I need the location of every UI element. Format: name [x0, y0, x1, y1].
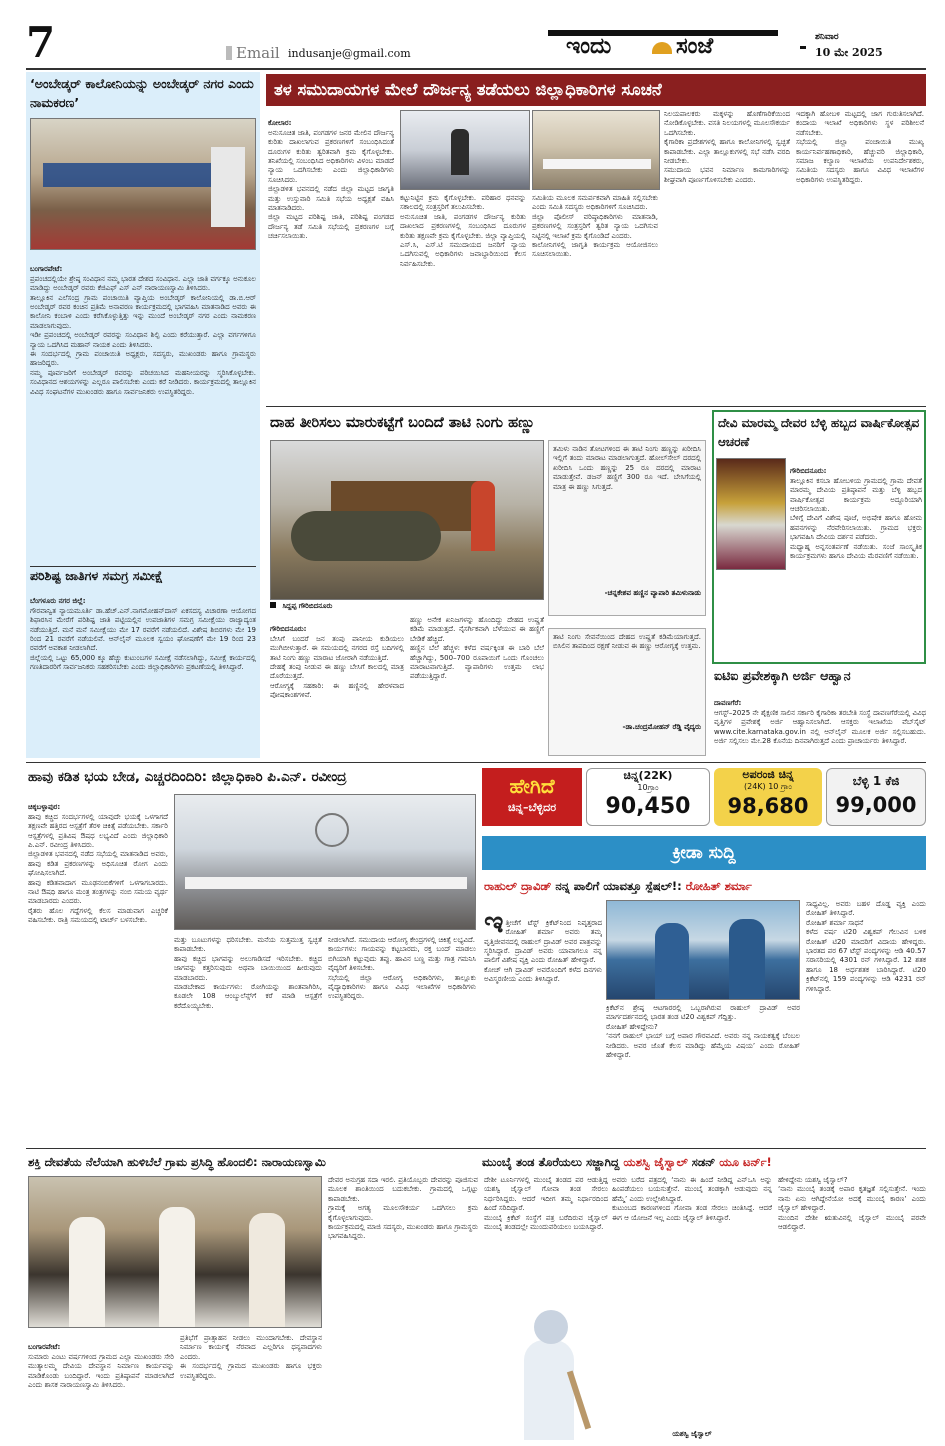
- gold-label-bottom: ಚಿನ್ನ–ಬೆಳ್ಳಿದರ: [507, 801, 557, 814]
- table-shape: [543, 159, 651, 169]
- snake-col1: [28, 794, 168, 1144]
- fruit-headline: ದಾಹ ತೀರಿಸಲು ಮಾರುಕಟ್ಟೆಗೆ ಬಂದಿದೆ ತಾಟಿ ನಿಂಗು ಹಣ್ಣು: [270, 415, 536, 431]
- shakti-col1-text: ಸುಮಾರು ಎಂಟು ವರ್ಷಗಳಿಂದ ಗ್ರಾಮದ ಎಲ್ಲಾ ಮುಖಂಡರು ಸೇರಿ ಮುತ್ಯಾಲಮ್ಮ ದೇವಿಯ ದೇವಸ್ಥಾನ ನಿರ್ಮಾಣ ಕಾರ್ಯವನ್ನು ಮಾಡಿಕೊಂಡು ಬಂದಿದ್ದಾರೆ. ಇಂದು ಪ್ರತಿಷ್ಠಾಪನೆ ಮಾಡಲಾಗಿದೆ ಎಂದು ಶಾಸಕ ನಾರಾಯಣಸ್ವಾಮಿ ತಿಳಿಸಿದರು.: [28, 1352, 174, 1390]
- masthead: [0, 0, 945, 68]
- lead-headline: ತಳ ಸಮುದಾಯಗಳ ಮೇಲೆ ದೌರ್ಜನ್ಯ ತಡೆಯಲು ಜಿಲ್ಲಾಧಿಕಾರಿಗಳ ಸೂಚನೆ: [266, 74, 926, 106]
- fruit-col1-text: ಬೇಸಿಗೆ ಬಂದರೆ ಜನ ತಂಪು ಪಾನೀಯ ಕುಡಿಯಲು ಮುಗಿಬೀಳುತ್ತಾರೆ. ಈ ಸಮಯದಲ್ಲಿ ನಗರದ ರಸ್ತೆ ಬದಿಗಳಲ್ಲಿ ತಾಟಿ ನಿಂಗು ಹಣ್ಣು ಮಾರಾಟ ಜೋರಾಗಿ ನಡೆಯುತ್ತಿದೆ. ದೇಹಕ್ಕೆ ತಂಪು ನೀಡುವ ಈ ಹಣ್ಣು ಬೇಸಿಗೆ ಕಾಲದಲ್ಲಿ ಮಾತ್ರ ದೊರೆಯುತ್ತದೆ. ಆರೋಗ್ಯಕ್ಕೆ ಸಹಕಾರಿ: ಈ ಹಣ್ಣಿನಲ್ಲಿ ಹೇರಳವಾದ ಪೋಷಕಾಂಶಗಳಿವೆ.: [270, 634, 404, 700]
- email-label: Email: [236, 44, 280, 62]
- gold-label-top: ಹೇಗಿದೆ: [509, 774, 555, 798]
- person-shape-3: [249, 1213, 285, 1327]
- fruit-photo-credit-text: ಸಿದ್ದಪ್ಪ ಗೌರಿಬಿದನೂರು: [282, 602, 333, 610]
- snake-photo: [174, 794, 476, 930]
- silver-label: ಬೆಳ್ಳಿ 1 ಕೆಜಿ: [852, 774, 900, 788]
- story1-dateline: ಬಂಗಾರಪೇಟೆ:: [30, 265, 63, 274]
- temple-headline: ದೇವಿ ಮಾರಮ್ಮ ದೇವರ ಬೆಳ್ಳಿ ಹಬ್ಬದ ವಾರ್ಷಿಕೋತ್ಸವ ಆಚರಣೆ: [718, 416, 920, 449]
- person-shape: [451, 129, 469, 175]
- sports-section-bar: ಕ್ರೀಡಾ ಸುದ್ದಿ: [482, 836, 926, 870]
- person-shape-2: [159, 1207, 195, 1327]
- person-shape: [69, 1217, 105, 1327]
- iti-body: [714, 690, 926, 758]
- gold22-label: ಚಿನ್ನ(22K): [623, 769, 673, 782]
- masthead-day: ಶನಿವಾರ: [815, 32, 839, 42]
- fruit-col2: ಹಣ್ಣು ಅನೇಕ ಖನಿಜಗಳನ್ನು ಹೊಂದಿದ್ದು ದೇಹದ ಉಷ್ಣತೆ ಕಡಿಮೆ ಮಾಡುತ್ತದೆ. ನೈಸರ್ಗಿಕವಾಗಿ ಬೆಳೆಯುವ ಈ ಹಣ್ಣಿಗೆ ಬೇಡಿಕೆ ಹೆಚ್ಚಿದೆ. ಹಣ್ಣಿನ ಬೆಲೆ ಹೆಚ್ಚಳ: ಕಳೆದ ವರ್ಷಕ್ಕಿಂತ ಈ ಬಾರಿ ಬೆಲೆ ಹೆಚ್ಚಾಗಿದ್ದು, 500–700 ರೂಪಾಯಿಗೆ ಒಂದು ಗೊಂಚಲು ಮಾರಾಟವಾಗುತ್ತಿದೆ. ವ್ಯಾಪಾರಿಗಳು ಉತ್ತಮ ಲಾಭ ಪಡೆಯುತ್ತಿದ್ದಾರೆ.: [410, 616, 544, 681]
- gold24-box: [714, 768, 822, 826]
- lower-rule: [26, 1148, 926, 1149]
- lead-col1b: [268, 306, 394, 404]
- fruit-box-sign: -ಚನ್ನಕೇಶವ ಹಣ್ಣಿನ ವ್ಯಾಪಾರಿ ತಮಿಳುನಾಡು: [604, 589, 701, 597]
- shakti-dateline: ಬಂಗಾರಪೇಟೆ:: [28, 1343, 61, 1352]
- masthead-rule-right: [800, 46, 806, 49]
- iti-text: ಆಗಸ್ಟ್–2025 ನೇ ಶೈಕ್ಷಣಿಕ ಸಾಲಿನ ಸರ್ಕಾರಿ ಕೈಗಾರಿಕಾ ತರಬೇತಿ ಸಂಸ್ಥೆ ದಾವಣಗೆರೆಯಲ್ಲಿ ವಿವಿಧ ವೃತ್ತಿಗಳ ಪ್ರವೇಶಕ್ಕೆ ಅರ್ಜಿ ಆಹ್ವಾನಿಸಲಾಗಿದೆ. ಆಸಕ್ತರು ಇಲಾಖೆಯ ವೆಬ್‌ಸೈಟ್ www.cite.karnataka.gov.in ನಲ್ಲಿ ಆನ್‌ಲೈನ್ ಮೂಲಕ ಅರ್ಜಿ ಸಲ್ಲಿಸಬಹುದು. ಅರ್ಜಿ ಸಲ್ಲಿಸಲು ಮೇ.28 ಕೊನೆಯ ದಿನವಾಗಿರುತ್ತದೆ ಎಂದು ಪ್ರಾಚಾರ್ಯರು ತಿಳಿಸಿದ್ದಾರೆ.: [714, 708, 926, 746]
- fruit-photo-credit: [270, 602, 544, 614]
- sports-col1-text: ತ್ತೀಚೆಗೆ ಟೆಸ್ಟ್ ಕ್ರಿಕೆಟ್‌ನಿಂದ ನಿವೃತ್ತರಾದ ರೋಹಿತ್ ಶರ್ಮಾ ಅವರು ತಮ್ಮ ವೃತ್ತಿಜೀವನದಲ್ಲಿ ರಾಹುಲ್ ದ್ರಾವಿಡ್ ಅವರ ಪಾತ್ರವನ್ನು ಸ್ಮರಿಸಿದ್ದಾರೆ. ದ್ರಾವಿಡ್ ಅವರು ಯಾವಾಗಲೂ ನನ್ನ ಪಾಲಿಗೆ ವಿಶೇಷ ವ್ಯಕ್ತಿ ಎಂದು ರೋಹಿತ್ ಹೇಳಿದ್ದಾರೆ. ಕೋಚ್ ಆಗಿ ದ್ರಾವಿಡ್ ಅವರೊಂದಿಗೆ ಕಳೆದ ದಿನಗಳು ಅವಿಸ್ಮರಣೀಯ ಎಂದು ತಿಳಿಸಿದ್ದಾರೆ.: [484, 918, 602, 984]
- jaiswal-headline-b: ಯಶಸ್ವಿ ಜೈಸ್ವಾಲ್: [623, 1155, 688, 1169]
- email-value: indusanje@gmail.com: [288, 47, 411, 60]
- vendor-shape: [471, 481, 495, 551]
- story1-photo: [30, 118, 256, 250]
- snake-headline: ಹಾವು ಕಡಿತ ಭಯ ಬೇಡ, ಎಚ್ಚರದಿಂದಿರಿ: ಜಿಲ್ಲಾಧಿಕಾರಿ ಪಿ.ಎನ್. ರವೀಂದ್ರ: [28, 769, 347, 785]
- silver-price: 99,000: [835, 793, 917, 817]
- story1-headline: ‘ಅಂಬೇಡ್ಕರ್ ಕಾಲೋನಿಯನ್ನು ಅಂಬೇಡ್ಕರ್ ನಗರ ಎಂದು ನಾಮಕರಣ’: [30, 76, 254, 110]
- page-number: 7: [26, 20, 56, 67]
- gold22-unit: 10ಗ್ರಾಂ: [637, 783, 659, 792]
- cooler-shape: [211, 147, 245, 227]
- square-icon: [270, 602, 276, 608]
- gold24-unit: (24K) 10 ಗ್ರಾಂ: [744, 782, 792, 791]
- story2-headline: ಪರಿಶಿಷ್ಟ ಜಾತಿಗಳ ಸಮಗ್ರ ಸಮೀಕ್ಷೆ: [30, 568, 163, 583]
- sports-headline-a: ರಾಹುಲ್ ದ್ರಾವಿಡ್: [484, 879, 552, 893]
- story2-dateline: ಬೆಂಗಳೂರು ನಗರ ಜಿಲ್ಲೆ:: [30, 597, 86, 606]
- sports-col1: [484, 900, 602, 1144]
- sports-col3: ಸಾಧ್ಯವಿಲ್ಲ. ಅವರು ಬಹಳ ದೊಡ್ಡ ವ್ಯಕ್ತಿ ಎಂದು ರೋಹಿತ್ ತಿಳಿಸಿದ್ದಾರೆ. ರೋಹಿತ್ ಶರ್ಮಾ ಸಾಧನೆ ಕಳೆದ ವರ್ಷ ಟಿ20 ವಿಶ್ವಕಪ್ ಗೆಲುವಿನ ಬಳಿಕ ರೋಹಿತ್ ಟಿ20 ಮಾದರಿಗೆ ವಿದಾಯ ಹೇಳಿದ್ದರು. ಭಾರತದ ಪರ 67 ಟೆಸ್ಟ್ ಪಂದ್ಯಗಳನ್ನು ಆಡಿ 40.57 ಸರಾಸರಿಯಲ್ಲಿ 4301 ರನ್ ಗಳಿಸಿದ್ದಾರೆ. 12 ಶತಕ ಹಾಗೂ 18 ಅರ್ಧಶತಕ ಬಾರಿಸಿದ್ದಾರೆ. ಟಿ20 ಕ್ರಿಕೆಟ್‌ನಲ್ಲಿ 159 ಪಂದ್ಯಗಳನ್ನು ಆಡಿ 4231 ರನ್ ಗಳಿಸಿದ್ದಾರೆ.: [806, 900, 926, 993]
- sports-headline-c: ರೋಹಿತ್ ಶರ್ಮಾ: [685, 879, 752, 893]
- snake-col1-text: ಹಾವು ಕಚ್ಚಿದ ಸಂದರ್ಭಗಳಲ್ಲಿ ಯಾವುದೇ ಭಯಕ್ಕೆ ಒಳಗಾಗದೆ ತಕ್ಷಣವೇ ಹತ್ತಿರದ ಆಸ್ಪತ್ರೆಗೆ ತೆರಳಿ ಚಿಕಿತ್ಸೆ ಪಡೆಯಬೇಕು. ಸರ್ಕಾರಿ ಆಸ್ಪತ್ರೆಗಳಲ್ಲಿ ಪ್ರತಿವಿಷ ಔಷಧ ಲಭ್ಯವಿದೆ ಎಂದು ಜಿಲ್ಲಾಧಿಕಾರಿ ಪಿ.ಎನ್. ರವೀಂದ್ರ ತಿಳಿಸಿದರು. ಜಿಲ್ಲಾಡಳಿತ ಭವನದಲ್ಲಿ ನಡೆದ ಸಭೆಯಲ್ಲಿ ಮಾತನಾಡಿದ ಅವರು, ಹಾವು ಕಡಿತ ಪ್ರಕರಣಗಳನ್ನು ಅಧಿಸೂಚಿತ ರೋಗ ಎಂದು ಘೋಷಿಸಲಾಗಿದೆ. ಹಾವು ಕಡಿತವಾದಾಗ ಮೂಢನಂಬಿಕೆಗಳಿಗೆ ಒಳಗಾಗಬಾರದು. ನಾಟಿ ಔಷಧಿ ಹಾಗೂ ಮಂತ್ರ ತಂತ್ರಗಳನ್ನು ನಂಬಿ ಸಮಯ ವ್ಯರ್ಥ ಮಾಡಬಾರದು ಎಂದರು. ರೈತರು ಹೊಲ ಗದ್ದೆಗಳಲ್ಲಿ ಕೆಲಸ ಮಾಡುವಾಗ ಎಚ್ಚರಿಕೆ ವಹಿಸಬೇಕು. ರಾತ್ರಿ ಸಮಯದಲ್ಲಿ ಟಾರ್ಚ್ ಬಳಸಬೇಕು.: [28, 812, 168, 925]
- helmet-shape: [534, 1310, 568, 1344]
- lead-col2: ಕಟ್ಟುನಿಟ್ಟಿನ ಕ್ರಮ ಕೈಗೊಳ್ಳಬೇಕು. ಪರಿಹಾರ ಧನವನ್ನು ಸಕಾಲದಲ್ಲಿ ಸಂತ್ರಸ್ತರಿಗೆ ತಲುಪಿಸಬೇಕು. ಅನುಸೂಚಿತ ಜಾತಿ, ಪಂಗಡಗಳ ದೌರ್ಜನ್ಯ ಕುರಿತು ದಾಖಲಾದ ಪ್ರಕರಣಗಳಲ್ಲಿ ಸಂಬಂಧಿಸಿದ ದೂರುಗಳ ಕುರಿತು ತಕ್ಷಣವೇ ಕ್ರಮ ಕೈಗೊಳ್ಳಬೇಕು. ಜಿಲ್ಲಾ ವ್ಯಾಪ್ತಿಯಲ್ಲಿ ಎಸ್.ಸಿ, ಎಸ್.ಟಿ ಸಮುದಾಯದ ಜನರಿಗೆ ನ್ಯಾಯ ಒದಗಿಸುವಲ್ಲಿ ಅಧಿಕಾರಿಗಳು ಜವಾಬ್ದಾರಿಯಿಂದ ಕೆಲಸ ನಿರ್ವಹಿಸಬೇಕು.: [400, 194, 526, 268]
- shakti-headline: ಶಕ್ತಿ ದೇವತೆಯ ನೆಲೆಯಾಗಿ ಹುಳಿಬೆಲೆ ಗ್ರಾಮ ಪ್ರಸಿದ್ಧಿ ಹೊಂದಲಿ: ನಾರಾಯಣಸ್ವಾಮಿ: [28, 1155, 326, 1169]
- fruit-pile-shape: [291, 511, 441, 561]
- left-divider: [30, 566, 256, 567]
- shakti-col1: [28, 1334, 174, 1442]
- lead-photo-1: [400, 110, 530, 190]
- jaiswal-photo-credit: ಯಶಸ್ವಿ ಜೈಸ್ವಾಲ್: [672, 1430, 712, 1438]
- lead-bottom-rule: [266, 406, 926, 407]
- logo-text-left: ಇಂದು: [566, 34, 612, 59]
- sports-dropcap: ಇ: [484, 905, 504, 941]
- story2-text: ಗೌರವಾನ್ವಿತ ನ್ಯಾಯಮೂರ್ತಿ ಡಾ.ಹೆಚ್.ಎನ್.ನಾಗಮೋಹನ್‌ದಾಸ್ ಏಕಸದಸ್ಯ ವಿಚಾರಣಾ ಆಯೋಗದ ಶಿಫಾರಸಿನ ಮೇರೆಗೆ ಪರಿಶಿಷ್ಟ ಜಾತಿ ಪಟ್ಟಿಯಲ್ಲಿನ ಉಪಜಾತಿಗಳ ಸಮಗ್ರ ಸಮೀಕ್ಷೆಯು ರಾಜ್ಯಾದ್ಯಂತ ನಡೆಯುತ್ತಿದೆ. ಮನೆ ಮನೆ ಸಮೀಕ್ಷೆಯು ಮೇ 17 ರವರೆಗೆ ನಡೆಯಲಿದೆ. ವಿಶೇಷ ಶಿಬಿರಗಳು ಮೇ 19 ರಿಂದ 21 ರವರೆಗೆ ನಡೆಯಲಿವೆ. ಆನ್‌ಲೈನ್ ಮೂಲಕ ಸ್ವಯಂ ಘೋಷಣೆಗೆ ಮೇ 19 ರಿಂದ 23 ರವರೆಗೆ ಅವಕಾಶ ನೀಡಲಾಗಿದೆ. ಜಿಲ್ಲೆಯಲ್ಲಿ ಒಟ್ಟು 65,000 ಕ್ಕೂ ಹೆಚ್ಚು ಕುಟುಂಬಗಳ ಸಮೀಕ್ಷೆ ನಡೆಸಲಾಗಿದ್ದು, ಸಮೀಕ್ಷೆ ಕಾರ್ಯದಲ್ಲಿ ಗಣತಿದಾರರಿಗೆ ಸಾರ್ವಜನಿಕರು ಸಹಕರಿಸಬೇಕು ಎಂದು ಜಿಲ್ಲಾಧಿಕಾರಿಗಳು ಪ್ರಕಟಣೆಯಲ್ಲಿ ತಿಳಿಸಿದ್ದಾರೆ.: [30, 606, 256, 672]
- jaiswal-headline-c: ಸಡನ್: [687, 1155, 720, 1169]
- silver-box: [826, 768, 926, 826]
- shakti-col3: ದೇವರ ಅನುಗ್ರಹ ಸದಾ ಇರಲಿ. ಪ್ರತಿಯೊಬ್ಬರು ದೇವರನ್ನು ಪೂಜಿಸುವ ಮೂಲಕ ಶಾಂತಿಯಿಂದ ಬದುಕಬೇಕು. ಗ್ರಾಮದಲ್ಲಿ ಒಗ್ಗಟ್ಟು ಕಾಪಾಡಬೇಕು. ಗ್ರಾಮಕ್ಕೆ ಅಗತ್ಯ ಮೂಲಸೌಕರ್ಯ ಒದಗಿಸಲು ಕ್ರಮ ಕೈಗೊಳ್ಳಲಾಗುವುದು. ಕಾರ್ಯಕ್ರಮದಲ್ಲಿ ಮಾಜಿ ಸದಸ್ಯರು, ಮುಖಂಡರು ಹಾಗೂ ಗ್ರಾಮಸ್ಥರು ಭಾಗವಹಿಸಿದ್ದರು.: [328, 1176, 478, 1241]
- temple-body: [790, 458, 922, 660]
- lead-col3: ಸಮಿತಿಯ ಮೂಲಕ ಸಮರ್ಪಕವಾಗಿ ಮಾಹಿತಿ ಸಲ್ಲಿಸಬೇಕು ಎಂದು ಸಮಿತಿ ಸದಸ್ಯರು ಅಧಿಕಾರಿಗಳಿಗೆ ಸೂಚಿಸಿದರು. ಜಿಲ್ಲಾ ಪೊಲೀಸ್ ವರಿಷ್ಠಾಧಿಕಾರಿಗಳು ಮಾತನಾಡಿ, ಪ್ರಕರಣಗಳಲ್ಲಿ ಸಂತ್ರಸ್ತರಿಗೆ ತ್ವರಿತ ನ್ಯಾಯ ಒದಗಿಸುವ ನಿಟ್ಟಿನಲ್ಲಿ ಇಲಾಖೆ ಕ್ರಮ ಕೈಗೊಂಡಿದೆ ಎಂದರು. ಕಾಲೋನಿಗಳಲ್ಲಿ ಜಾಗೃತಿ ಕಾರ್ಯಕ್ರಮ ಆಯೋಜಿಸಲು ಸೂಚಿಸಲಾಯಿತು.: [532, 194, 658, 259]
- story1-body: [30, 256, 256, 572]
- fruit-col1: [270, 616, 404, 758]
- lead-col1: [268, 110, 394, 306]
- fruit-box-text: ತಮಿಳು ನಾಡಿನ ತೋಟಗಳಿಂದ ಈ ತಾಟಿ ನಿಂಗು ಹಣ್ಣನ್ನು ಖರೀದಿಸಿ ಇಲ್ಲಿಗೆ ತಂದು ಮಾರಾಟ ಮಾಡಲಾಗುತ್ತದೆ. ಹೋಲ್‌ಸೇಲ್ ದರದಲ್ಲಿ ಖರೀದಿಸಿ ಒಂದು ಹಣ್ಣನ್ನು 25 ರೂ ದರದಲ್ಲಿ ಮಾರಾಟ ಮಾಡುತ್ತೇವೆ. ಡಜನ್ ಹಣ್ಣಿಗೆ 300 ರೂ ಇದೆ. ಬೇಸಿಗೆಯಲ್ಲಿ ಮಾತ್ರ ಈ ಹಣ್ಣು ಸಿಗುತ್ತದೆ.: [553, 445, 701, 491]
- player-shape: [524, 1340, 574, 1440]
- coach-shape: [729, 919, 765, 1000]
- lead-col1-text: ಅನುಸೂಚಿತ ಜಾತಿ, ಪಂಗಡಗಳ ಜನರ ಮೇಲಿನ ದೌರ್ಜನ್ಯ ಕುರಿತು ದಾಖಲಾಗುವ ಪ್ರಕರಣಗಳಿಗೆ ಸಂಬಂಧಿಸಿದಂತೆ ದೂರುಗಳ ಕುರಿತು ತ್ವರಿತವಾಗಿ ಕ್ರಮ ಕೈಗೊಳ್ಳಬೇಕು. ತನಿಖೆಯಲ್ಲಿ ಸಂಬಂಧಿಸಿದ ಅಧಿಕಾರಿಗಳು ವಿಳಂಬ ಮಾಡದೆ ನ್ಯಾಯ ಒದಗಿಸಬೇಕು ಎಂದು ಜಿಲ್ಲಾಧಿಕಾರಿಗಳು ಸೂಚಿಸಿದರು. ಜಿಲ್ಲಾಡಳಿತ ಭವನದಲ್ಲಿ ನಡೆದ ಜಿಲ್ಲಾ ಮಟ್ಟದ ಜಾಗೃತಿ ಮತ್ತು ಉಸ್ತುವಾರಿ ಸಮಿತಿ ಸಭೆಯ ಅಧ್ಯಕ್ಷತೆ ವಹಿಸಿ ಮಾತನಾಡಿದರು. ಜಿಲ್ಲಾ ಮಟ್ಟದ ಪರಿಶಿಷ್ಟ ಜಾತಿ, ಪರಿಶಿಷ್ಟ ಪಂಗಡದ ದೌರ್ಜನ್ಯ ತಡೆ ಸಮಿತಿ ಸಭೆಯಲ್ಲಿ ಪ್ರಕರಣಗಳ ಬಗ್ಗೆ ಚರ್ಚಿಸಲಾಯಿತು.: [268, 128, 394, 241]
- lead-col5: ಇದಕ್ಕಾಗಿ ಹೋಬಳಿ ಮಟ್ಟದಲ್ಲಿ ಜಾಗ ಗುರುತಿಸಲಾಗಿದೆ. ಕಂದಾಯ ಇಲಾಖೆ ಅಧಿಕಾರಿಗಳು ಸ್ಥಳ ಪರಿಶೀಲನೆ ನಡೆಸಬೇಕು. ಸಭೆಯಲ್ಲಿ ಜಿಲ್ಲಾ ಪಂಚಾಯಿತಿ ಮುಖ್ಯ ಕಾರ್ಯನಿರ್ವಹಣಾಧಿಕಾರಿ, ಹೆಚ್ಚುವರಿ ಜಿಲ್ಲಾಧಿಕಾರಿ, ಸಮಾಜ ಕಲ್ಯಾಣ ಇಲಾಖೆಯ ಉಪನಿರ್ದೇಶಕರು, ಸಮಿತಿಯ ಸದಸ್ಯರು ಹಾಗೂ ವಿವಿಧ ಇಲಾಖೆಗಳ ಅಧಿಕಾರಿಗಳು ಉಪಸ್ಥಿತರಿದ್ದರು.: [796, 110, 924, 184]
- gold24-price: 98,680: [727, 794, 809, 818]
- fruit-box2-text: ತಾಟಿ ನಿಂಗು ಸೇವನೆಯಿಂದ ದೇಹದ ಉಷ್ಣತೆ ಕಡಿಮೆಯಾಗುತ್ತದೆ. ಬಿಸಿಲಿನ ತಾಪದಿಂದ ರಕ್ಷಣೆ ನೀಡುವ ಈ ಹಣ್ಣು ಆರೋಗ್ಯಕ್ಕೆ ಉತ್ತಮ.: [553, 633, 701, 651]
- jaiswal-headline-a: ಮುಂಬೈ ತಂಡ ತೊರೆಯಲು ಸಜ್ಜಾಗಿದ್ದ: [482, 1155, 624, 1169]
- jaiswal-headline: [482, 1152, 926, 1172]
- fruit-dateline: ಗೌರಿಬಿದನೂರು:: [270, 625, 307, 634]
- temple-photo: [716, 458, 786, 570]
- snake-col3: ನೀಡಲಾಗಿದೆ. ಸಮುದಾಯ ಆರೋಗ್ಯ ಕೇಂದ್ರಗಳಲ್ಲಿ ಚಿಕಿತ್ಸೆ ಲಭ್ಯವಿದೆ. ಕಾರ್ಯಗಳು: ಗಾಯವನ್ನು ಕಟ್ಟಬಾರದು, ರಕ್ತ ಬಂದ್ ಮಾಡಲು ಬಿಗಿಯಾಗಿ ಕಟ್ಟುವುದು ತಪ್ಪು. ಹಾವಿನ ಬಣ್ಣ ಮತ್ತು ಗಾತ್ರ ಗಮನಿಸಿ ವೈದ್ಯರಿಗೆ ತಿಳಿಸಬೇಕು. ಸಭೆಯಲ್ಲಿ ಜಿಲ್ಲಾ ಆರೋಗ್ಯ ಅಧಿಕಾರಿಗಳು, ತಾಲ್ಲೂಕು ವೈದ್ಯಾಧಿಕಾರಿಗಳು ಹಾಗೂ ವಿವಿಧ ಇಲಾಖೆಗಳ ಅಧಿಕಾರಿಗಳು ಉಪಸ್ಥಿತರಿದ್ದರು.: [328, 936, 476, 1001]
- fruit-box2-sign: -ಡಾ.ಚಂದ್ರಮೋಹನ್ ರೆಡ್ಡಿ ವೈದ್ಯರು: [622, 723, 701, 731]
- lead-photo-2: [532, 110, 660, 190]
- logo: [548, 30, 778, 64]
- email-icon: [226, 46, 232, 60]
- masthead-underline: [26, 68, 926, 70]
- jaiswal-col1: ದೇಶೀ ಟೂರ್ನಿಗಳಲ್ಲಿ ಮುಂಬೈ ತಂಡದ ಪರ ಆಡುತ್ತಿದ್ದ ಯಶಸ್ವಿ ಜೈಸ್ವಾಲ್ ಗೋವಾ ತಂಡ ಸೇರಲು ನಿರ್ಧರಿಸಿದ್ದರು. ಆದರೆ ಇದೀಗ ತಮ್ಮ ನಿರ್ಧಾರದಿಂದ ಹಿಂದೆ ಸರಿದಿದ್ದಾರೆ. ಮುಂಬೈ ಕ್ರಿಕೆಟ್ ಸಂಸ್ಥೆಗೆ ಪತ್ರ ಬರೆದಿರುವ ಜೈಸ್ವಾಲ್ ಮುಂಬೈ ತಂಡದಲ್ಲೇ ಮುಂದುವರಿಯಲು ಬಯಸಿದ್ದಾರೆ.: [484, 1176, 608, 1232]
- gold-label-box: [482, 768, 582, 826]
- logo-text-right: ಸಂಜೆ: [676, 34, 714, 59]
- lead-col4: ನಿಲಯಪಾಲಕರು ಮಕ್ಕಳನ್ನು ಹೊಣೆಗಾರಿಕೆಯಿಂದ ನೋಡಿಕೊಳ್ಳಬೇಕು. ವಸತಿ ನಿಲಯಗಳಲ್ಲಿ ಮೂಲಸೌಕರ್ಯ ಒದಗಿಸಬೇಕು. ಕೈಗಾರಿಕಾ ಪ್ರದೇಶಗಳಲ್ಲಿ ಹಾಗೂ ಕಾಲೋನಿಗಳಲ್ಲಿ ಸ್ವಚ್ಛತೆ ಕಾಪಾಡಬೇಕು. ಎಲ್ಲಾ ತಾಲ್ಲೂಕುಗಳಲ್ಲಿ ಸಭೆ ನಡೆಸಿ ವರದಿ ನೀಡಬೇಕು. ಸಮುದಾಯ ಭವನ ನಿರ್ಮಾಣ ಕಾಮಗಾರಿಗಳನ್ನು ಶೀಘ್ರವಾಗಿ ಪೂರ್ಣಗೊಳಿಸಬೇಕು ಎಂದರು.: [664, 110, 790, 184]
- sun-icon: [652, 42, 672, 54]
- fruit-photo: [270, 440, 544, 600]
- gold22-box: [586, 768, 710, 826]
- mid-rule: [26, 762, 926, 763]
- jaiswal-col3: ಹೇಳಿದ್ದೇನು ಯಶಸ್ವಿ ಜೈಸ್ವಾಲ್? ‘ನಾನು ಮುಂಬೈ ತಂಡಕ್ಕೆ ಅಪಾರ ಕೃತಜ್ಞತೆ ಸಲ್ಲಿಸುತ್ತೇನೆ. ಇಂದು ನಾನು ಏನು ಆಗಿದ್ದೇನೆಯೋ ಅದಕ್ಕೆ ಮುಂಬೈ ಕಾರಣ’ ಎಂದು ಜೈಸ್ವಾಲ್ ಹೇಳಿದ್ದಾರೆ. ಮುಂದಿನ ದೇಶೀ ಋತುವಿನಲ್ಲಿ ಜೈಸ್ವಾಲ್ ಮುಂಬೈ ಪರವೇ ಆಡಲಿದ್ದಾರೆ.: [778, 1176, 926, 1232]
- sports-photo: [606, 900, 800, 1000]
- player-shape: [655, 923, 689, 1000]
- temple-text: ತಾಲ್ಲೂಕಿನ ಕಸಬಾ ಹೋಬಳಿಯ ಗ್ರಾಮದಲ್ಲಿ ಗ್ರಾಮ ದೇವತೆ ಮಾರಮ್ಮ ದೇವಿಯ ಪ್ರತಿಷ್ಠಾಪನೆ ಮತ್ತು ಬೆಳ್ಳಿ ಹಬ್ಬದ ವಾರ್ಷಿಕೋತ್ಸವ ಕಾರ್ಯಕ್ರಮ ಅದ್ದೂರಿಯಾಗಿ ಆಚರಿಸಲಾಯಿತು. ಬೆಳಿಗ್ಗೆ ದೇವಿಗೆ ವಿಶೇಷ ಪೂಜೆ, ಅಭಿಷೇಕ ಹಾಗೂ ಹೋಮ ಹವನಗಳನ್ನು ನೆರವೇರಿಸಲಾಯಿತು. ಗ್ರಾಮದ ಭಕ್ತರು ಭಾಗವಹಿಸಿ ದೇವಿಯ ದರ್ಶನ ಪಡೆದರು. ಮಧ್ಯಾಹ್ನ ಅನ್ನಸಂತರ್ಪಣೆ ನಡೆಯಿತು. ಸಂಜೆ ಸಾಂಸ್ಕೃತಿಕ ಕಾರ್ಯಕ್ರಮಗಳು ಹಾಗೂ ದೇವಿಯ ಮೆರವಣಿಗೆ ನಡೆಯಿತು.: [790, 476, 922, 561]
- jaiswal-col2: ಅವರು ಬರೆದ ಪತ್ರದಲ್ಲಿ ‘ನಾನು ಈ ಹಿಂದೆ ನೀಡಿದ್ದ ಎನ್‌ಒಸಿ ಅನ್ನು ಹಿಂಪಡೆಯಲು ಬಯಸುತ್ತೇನೆ. ಮುಂಬೈ ತಂಡಕ್ಕಾಗಿ ಆಡುವುದು ನನ್ನ ಹೆಮ್ಮೆ’ ಎಂದು ಉಲ್ಲೇಖಿಸಿದ್ದಾರೆ. ಕುಟುಂಬದ ಕಾರಣಗಳಿಂದ ಗೋವಾ ತಂಡ ಸೇರಲು ಚಿಂತಿಸಿದ್ದೆ. ಆದರೆ ಈಗ ಆ ಯೋಜನೆ ಇಲ್ಲ ಎಂದು ಜೈಸ್ವಾಲ್ ತಿಳಿಸಿದ್ದಾರೆ.: [612, 1176, 772, 1222]
- lead-dateline: ಕೋಲಾರ:: [268, 119, 292, 128]
- temple-dateline: ಗೌರಿಬಿದನೂರು:: [790, 467, 827, 476]
- masthead-date: 10 ಮೇ 2025: [815, 46, 883, 59]
- story1-text: ಪ್ರಪಂಚದಲ್ಲಿಯೇ ಶ್ರೇಷ್ಠ ಸಂವಿಧಾನ ನಮ್ಮ ಭಾರತ ದೇಶದ ಸಂವಿಧಾನ. ಎಲ್ಲಾ ಜಾತಿ ವರ್ಗಕ್ಕೂ ಅನುಕೂಲ ಮಾಡಿದ್ದು ಅಂಬೇಡ್ಕರ್ ರವರು ಕೆಜಿಎಫ್ ಎಸ್ ಎನ್ ನಾರಾಯಣಸ್ವಾಮಿ ತಿಳಿಸಿದರು. ತಾಲ್ಲೂಕಿನ ಎಲೆಸಂದ್ರ ಗ್ರಾಮ ಪಂಚಾಯಿತಿ ವ್ಯಾಪ್ತಿಯ ಅಂಬೇಡ್ಕರ್ ಕಾಲೋನಿಯಲ್ಲಿ ಡಾ.ಬಿ.ಆರ್ ಅಂಬೇಡ್ಕರ್ ರವರ ಕಂಚಿನ ಪ್ರತಿಮೆ ಅನಾವರಣ ಕಾರ್ಯಕ್ರಮದಲ್ಲಿ ಭಾಗವಹಿಸಿ ಮಾತನಾಡಿದ ಅವರು ಈ ಕಾಲೋನಿ ಕಂಬಾಳಿ ಎಂದು ಕರೆಸಿಕೊಳ್ಳುತ್ತಿತ್ತು ಇನ್ನು ಮುಂದೆ ಅಂಬೇಡ್ಕರ್ ನಗರ ಎಂದು ನಾಮಕರಣ ಮಾಡಲಾಗುವುದು. ಇಡೀ ಪ್ರಪಂಚದಲ್ಲಿ ಅಂಬೇಡ್ಕರ್ ರವರನ್ನು ಸಂವಿಧಾನ ಶಿಲ್ಪಿ ಎಂದು ಕರೆಯುತ್ತಾರೆ. ಎಲ್ಲಾ ವರ್ಗಗಳಿಗೂ ನ್ಯಾಯ ಒದಗಿಸಿದ ಮಹಾನ್ ನಾಯಕ ಎಂದು ತಿಳಿಸಿದರು. ಈ ಸಂದರ್ಭದಲ್ಲಿ ಗ್ರಾಮ ಪಂಚಾಯಿತಿ ಅಧ್ಯಕ್ಷರು, ಸದಸ್ಯರು, ಮುಖಂಡರು ಹಾಗೂ ಗ್ರಾಮಸ್ಥರು ಹಾಜರಿದ್ದರು. ನಮ್ಮ ಪೂರ್ವಜರಿಗೆ ಅಂಬೇಡ್ಕರ್ ರವರನ್ನು ಪರಿಚಯಿಸಿದ ಮಹನೀಯರನ್ನು ಸ್ಮರಿಸಿಕೊಳ್ಳಬೇಕು. ಸಂವಿಧಾನದ ಆಶಯಗಳನ್ನು ಎಲ್ಲರೂ ಪಾಲಿಸಬೇಕು ಎಂದು ಕರೆ ನೀಡಿದರು. ಕಾರ್ಯಕ್ರಮದಲ್ಲಿ ತಾಲ್ಲೂಕಿನ ವಿವಿಧ ಸಂಘಟನೆಗಳ ಮುಖಂಡರು ಹಾಗೂ ಸಾರ್ವಜನಿಕರು ಉಪಸ್ಥಿತರಿದ್ದರು.: [30, 274, 256, 396]
- snake-dateline: ಚಿಕ್ಕಬಳ್ಳಾಪುರ:: [28, 803, 61, 812]
- sports-headline: [484, 876, 926, 896]
- gold24-label: ಅಪರಂಜಿ ಚಿನ್ನ: [742, 768, 794, 781]
- jaiswal-headline-d: ಯೂ ಟರ್ನ್!: [719, 1155, 772, 1169]
- emblem-shape: [315, 813, 349, 847]
- iti-dateline: ದಾವಣಗೆರೆ:: [714, 699, 742, 708]
- story2-body: [30, 588, 256, 754]
- sports-headline-b: ನನ್ನ ಪಾಲಿಗೆ ಯಾವತ್ತೂ ಸ್ಪೆಷಲ್!:: [551, 879, 686, 893]
- sports-col2: ಕ್ರಿಕೆಟ್‌ನ ಶ್ರೇಷ್ಠ ಆಟಗಾರರಲ್ಲಿ ಒಬ್ಬರಾಗಿರುವ ರಾಹುಲ್ ದ್ರಾವಿಡ್ ಅವರ ಮಾರ್ಗದರ್ಶನದಲ್ಲಿ ಭಾರತ ತಂಡ ಟಿ20 ವಿಶ್ವಕಪ್ ಗೆದ್ದಿತ್ತು. ರೋಹಿತ್ ಹೇಳಿದ್ದೇನು? ‘ನನಗೆ ರಾಹುಲ್ ಭಾಯ್ ಬಗ್ಗೆ ಅಪಾರ ಗೌರವವಿದೆ. ಅವರು ನನ್ನ ನಾಯಕತ್ವಕ್ಕೆ ಬೆಂಬಲ ನೀಡಿದರು. ಅವರ ಜೊತೆ ಕೆಲಸ ಮಾಡಿದ್ದು ಹೆಮ್ಮೆಯ ವಿಷಯ’ ಎಂದು ರೋಹಿತ್ ಹೇಳಿದ್ದಾರೆ.: [606, 1004, 800, 1060]
- fruit-box: [548, 440, 706, 616]
- gold22-price: 90,450: [605, 794, 691, 819]
- fruit-box2: [548, 628, 706, 756]
- snake-col2: ಮತ್ತು ಬೂಟುಗಳನ್ನು ಧರಿಸಬೇಕು. ಮನೆಯ ಸುತ್ತಮುತ್ತ ಸ್ವಚ್ಛತೆ ಕಾಪಾಡಬೇಕು. ಹಾವು ಕಚ್ಚಿದ ಭಾಗವನ್ನು ಅಲುಗಾಡಿಸದೆ ಇರಿಸಬೇಕು. ಕಚ್ಚಿದ ಜಾಗವನ್ನು ಕತ್ತರಿಸುವುದು ಅಥವಾ ಬಾಯಿಯಿಂದ ಹೀರುವುದು ಮಾಡಬಾರದು. ಮಾಡಬೇಕಾದ ಕಾರ್ಯಗಳು: ರೋಗಿಯನ್ನು ಶಾಂತವಾಗಿರಿಸಿ, ಕೂಡಲೇ 108 ಆಂಬ್ಯುಲೆನ್ಸ್‌ಗೆ ಕರೆ ಮಾಡಿ ಆಸ್ಪತ್ರೆಗೆ ಕರೆದೊಯ್ಯಬೇಕು.: [174, 936, 322, 1010]
- iti-headline: ಐಟಿಐ ಪ್ರವೇಶಕ್ಕಾಗಿ ಅರ್ಜಿ ಆಹ್ವಾನ: [714, 668, 851, 683]
- table-shape: [185, 877, 467, 889]
- shakti-photo: [28, 1176, 322, 1328]
- shakti-col2: ಪ್ರತಿಭೆಗೆ ಪ್ರಾತ್ಸಾಹನ ನೀಡಲು ಮುಂದಾಗಬೇಕು. ದೇವಸ್ಥಾನ ನಿರ್ಮಾಣ ಕಾರ್ಯಕ್ಕೆ ನೆರವಾದ ಎಲ್ಲರಿಗೂ ಧನ್ಯವಾದಗಳು ಎಂದರು. ಈ ಸಂದರ್ಭದಲ್ಲಿ ಗ್ರಾಮದ ಮುಖಂಡರು ಹಾಗೂ ಭಕ್ತರು ಉಪಸ್ಥಿತರಿದ್ದರು.: [180, 1334, 322, 1380]
